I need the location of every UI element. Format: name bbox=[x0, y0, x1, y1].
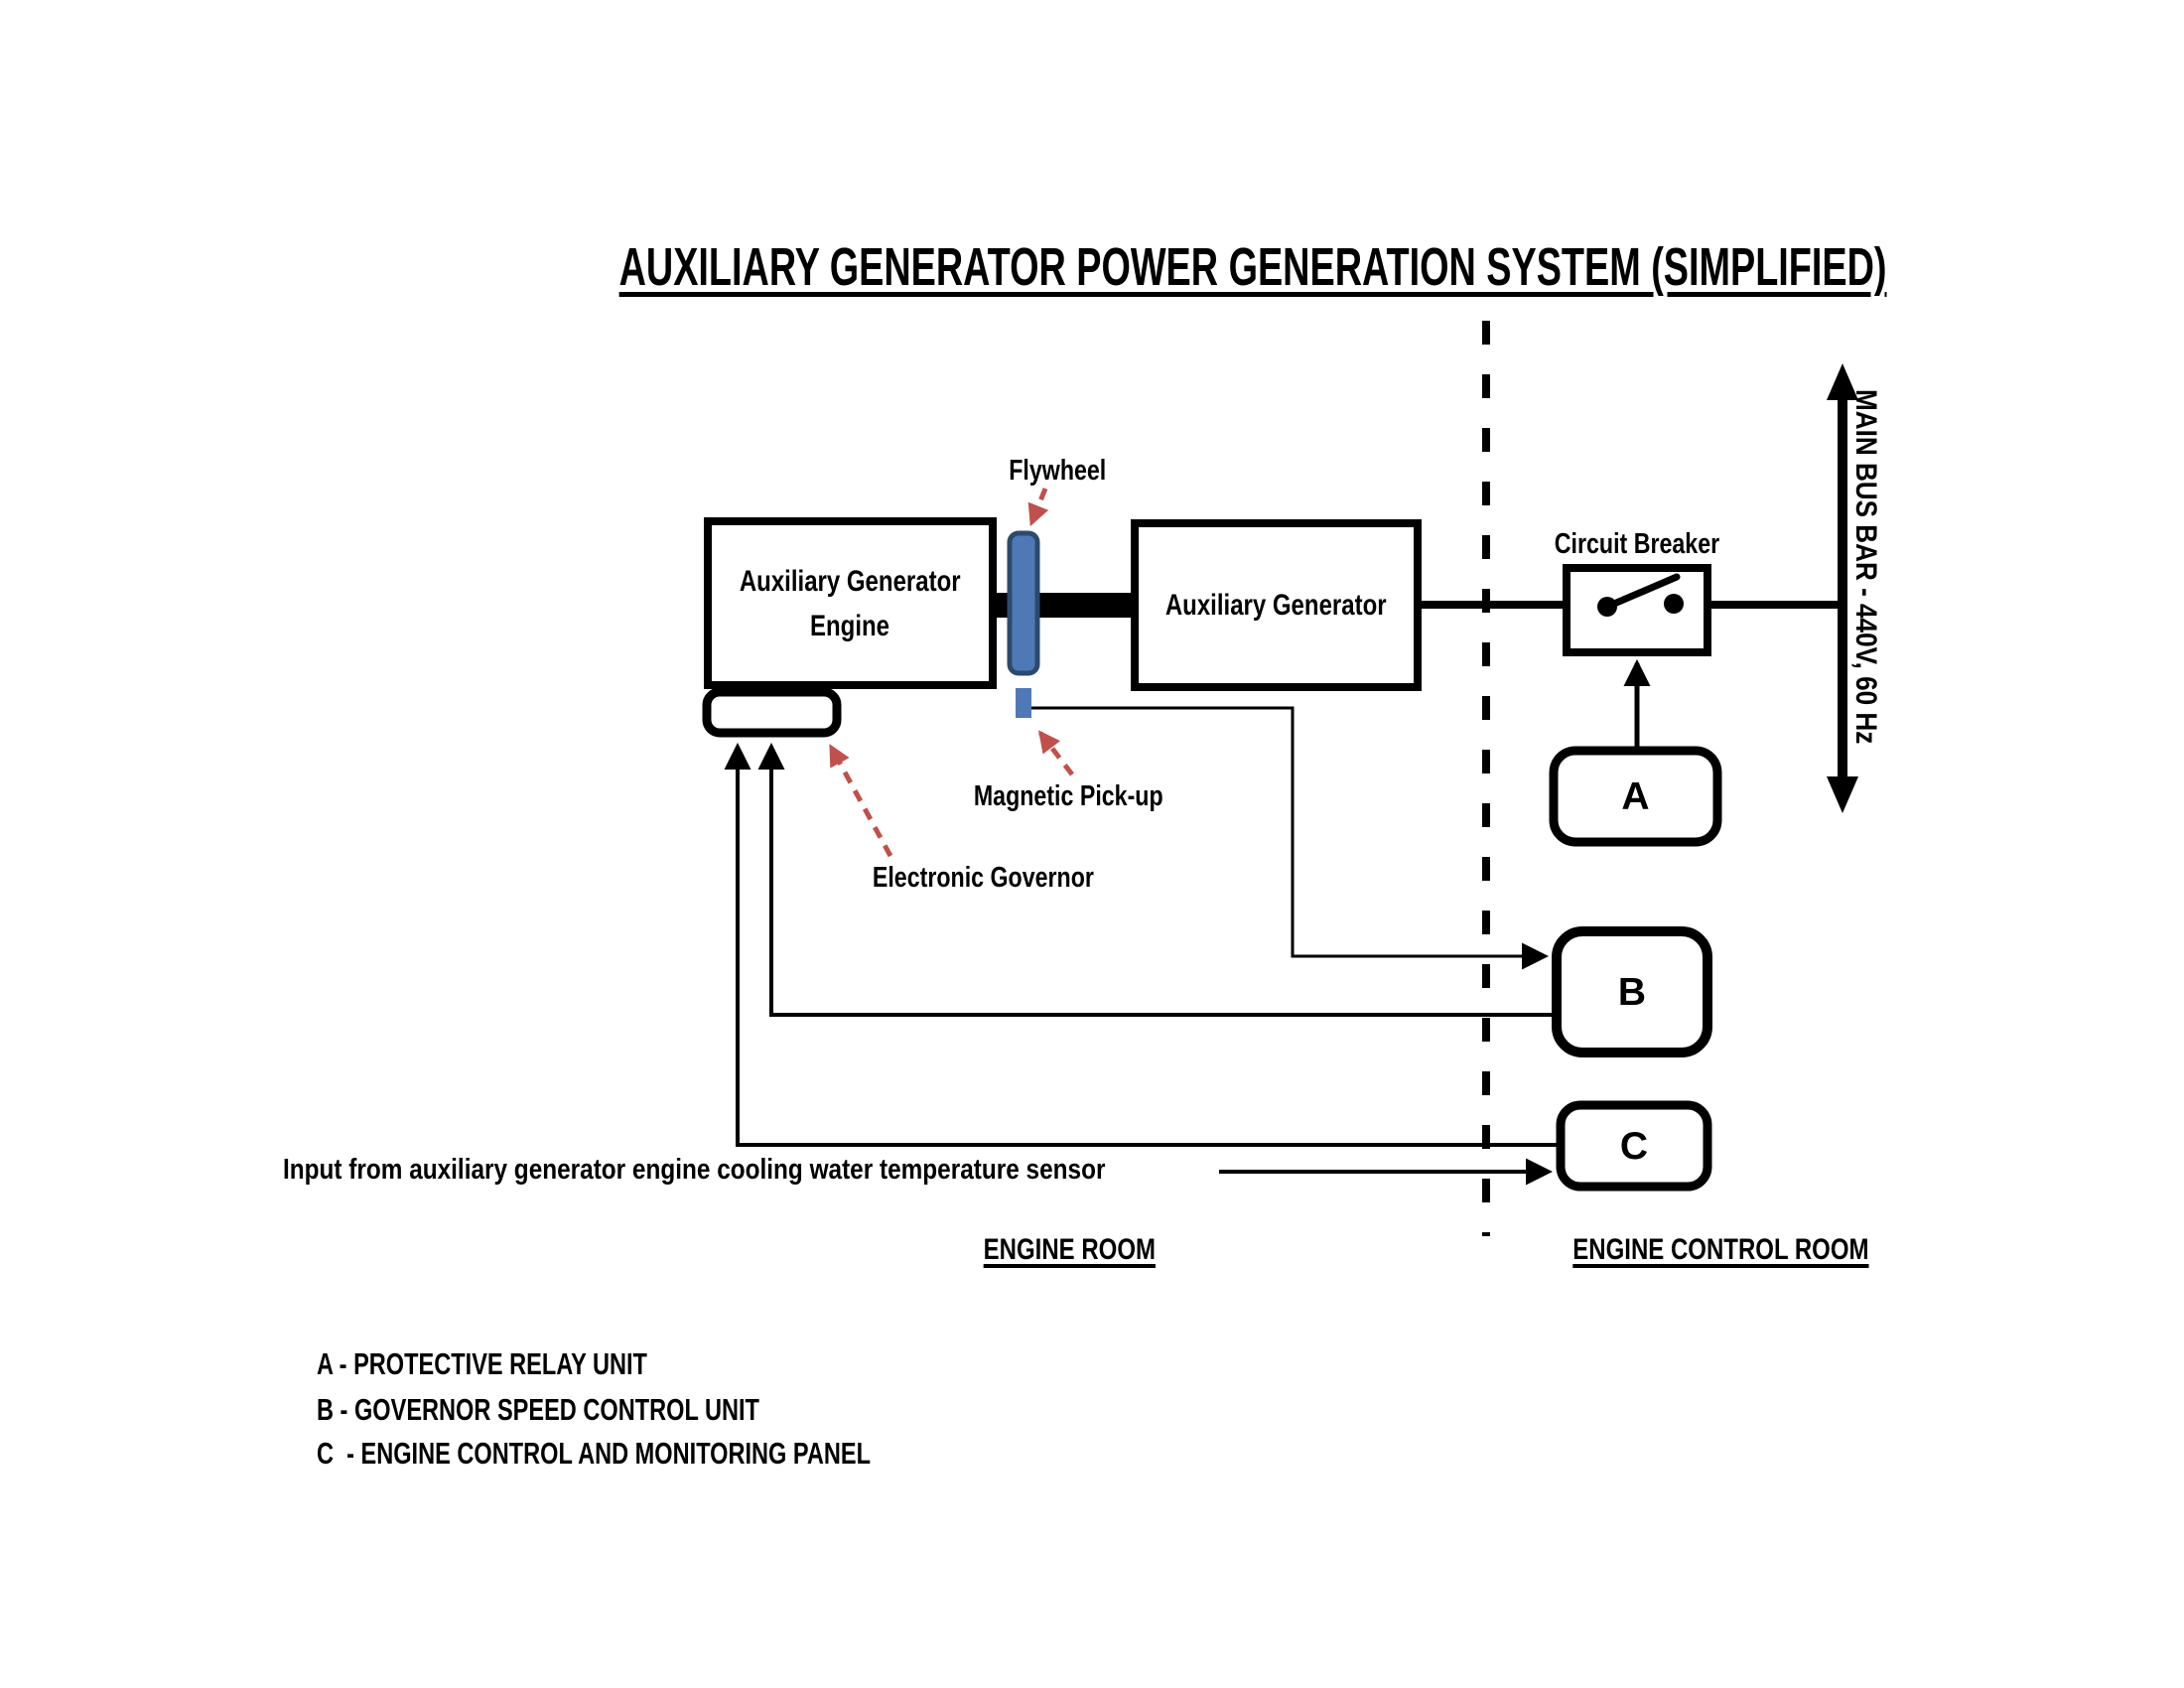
busbar-arrow-bottom bbox=[1827, 776, 1858, 813]
governor-box-rect bbox=[707, 692, 837, 733]
flywheel-label: Flywheel bbox=[1009, 455, 1106, 487]
flywheel-shape bbox=[1010, 533, 1037, 673]
wire-pickup-to-unit-b bbox=[1030, 708, 1545, 956]
unit-a-label: A bbox=[1621, 774, 1650, 818]
electronic-governor-callout-arrow bbox=[831, 747, 890, 856]
circuit-breaker-box-rect bbox=[1567, 568, 1707, 652]
unit-c-label: C bbox=[1619, 1124, 1649, 1168]
sensor-input-label: Input from auxiliary generator engine cooling water temperature sensor bbox=[283, 1154, 1106, 1186]
generator-box-label: Auxiliary Generator bbox=[1165, 589, 1387, 622]
engine-room-label: ENGINE ROOM bbox=[983, 1233, 1156, 1266]
unit-b-label: B bbox=[1617, 970, 1647, 1014]
page-title: AUXILIARY GENERATOR POWER GENERATION SYSTEM (SIMPLIFIED) bbox=[618, 237, 1887, 297]
circuit-breaker-label: Circuit Breaker bbox=[1554, 528, 1720, 560]
electronic-governor-label: Electronic Governor bbox=[872, 862, 1094, 894]
magnetic-pickup-label: Magnetic Pick-up bbox=[973, 780, 1163, 812]
legend-item-c: C - ENGINE CONTROL AND MONITORING PANEL bbox=[317, 1436, 872, 1471]
engine-control-room-label: ENGINE CONTROL ROOM bbox=[1571, 1233, 1869, 1266]
engine-box-label: Auxiliary Generator Engine bbox=[740, 564, 961, 642]
magnetic-pickup-shape bbox=[1016, 688, 1031, 718]
magnetic-pickup-callout-arrow bbox=[1040, 733, 1072, 774]
main-busbar-label: MAIN BUS BAR - 440V, 60 Hz bbox=[1849, 389, 1882, 745]
legend-item-b: B - GOVERNOR SPEED CONTROL UNIT bbox=[317, 1392, 760, 1427]
flywheel-callout-arrow bbox=[1031, 489, 1045, 523]
legend-item-a: A - PROTECTIVE RELAY UNIT bbox=[317, 1346, 648, 1381]
breaker-contact-right bbox=[1664, 594, 1684, 614]
